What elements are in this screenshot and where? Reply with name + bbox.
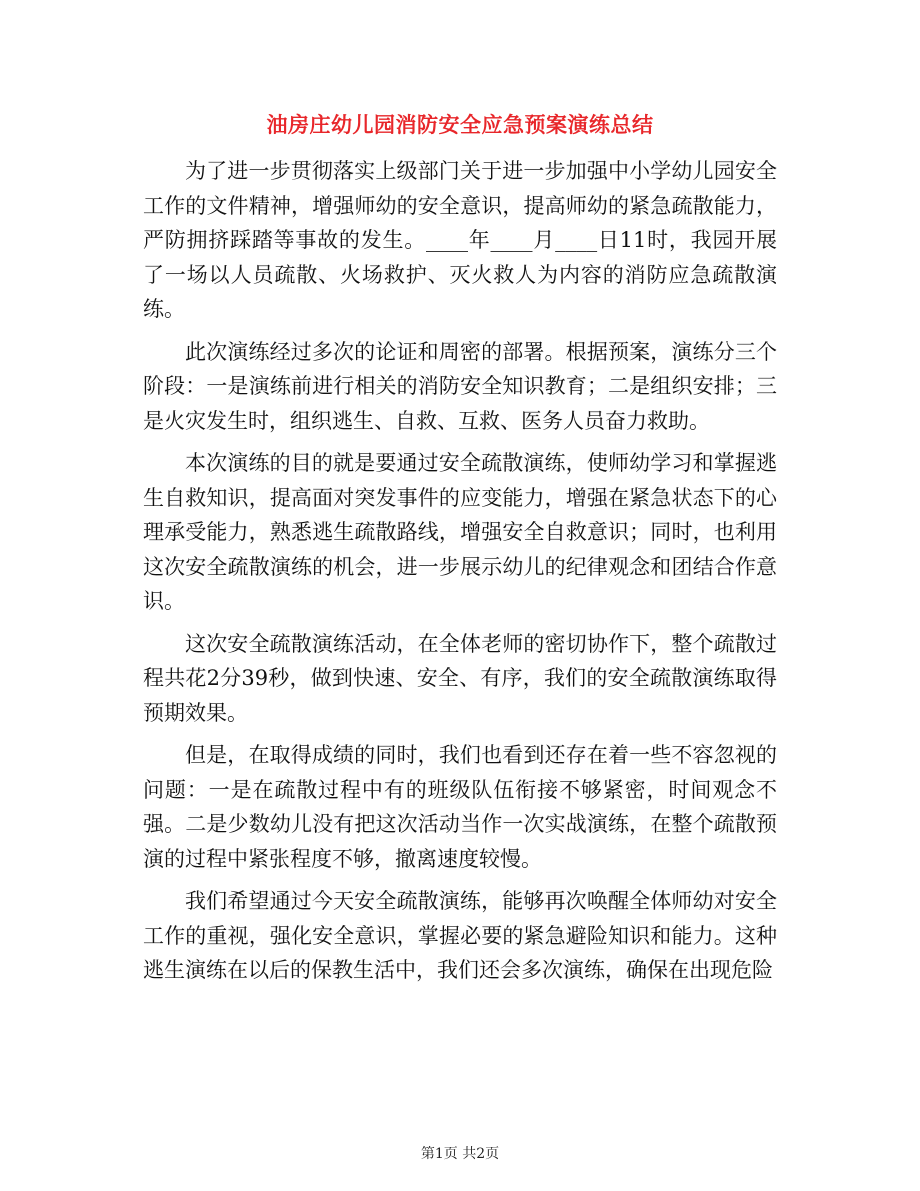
paragraph-4: 这次安全疏散演练活动，在全体老师的密切协作下，整个疏散过程共花2分39秒，做到快速、安全、有序，我们的安全疏散演练取得预期效果。 bbox=[143, 631, 777, 725]
paragraph-6: 我们希望通过今天安全疏散演练，能够再次唤醒全体师幼对安全工作的重视，强化安全意识，掌握必要的紧急避险知识和能力。这种逃生演练在以后的保教生活中，我们还会多次演练，确保在出现危险 bbox=[143, 889, 777, 982]
page-footer: 第1页 共2页 bbox=[420, 1146, 500, 1162]
paragraph-2: 此次演练经过多次的论证和周密的部署。根据预案，演练分三个阶段：一是演练前进行相关的消防安全知识教育；二是组织安排；三是火灾发生时，组织逃生、自救、互救、医务人员奋力救助。 bbox=[143, 339, 777, 433]
paragraph-1: 为了进一步贯彻落实上级部门关于进一步加强中小学幼儿园安全工作的文件精神，增强师幼的安全意识，提高师幼的紧急疏散能力，严防拥挤踩踏等事故的发生。____年____月____日11时，我园开展了一场以人员疏散、火场救护、灭火救人为内容的消防应急疏散演练。 bbox=[143, 159, 777, 321]
document-body bbox=[143, 154, 777, 988]
paragraph-5: 但是，在取得成绩的同时，我们也看到还存在着一些不容忽视的问题：一是在疏散过程中有的班级队伍衔接不够紧密，时间观念不强。二是少数幼儿没有把这次活动当作一次实战演练，在整个疏散预演的过程中紧张程度不够，撤离速度较慢。 bbox=[143, 743, 777, 871]
paragraph-3: 本次演练的目的就是要通过安全疏散演练，使师幼学习和掌握逃生自救知识，提高面对突发事件的应变能力，增强在紧急状态下的心理承受能力，熟悉逃生疏散路线，增强安全自救意识；同时，也利用这次安全疏散演练的机会，进一步展示幼儿的纪律观念和团结合作意识。 bbox=[143, 451, 777, 613]
document-title: 油房庄幼儿园消防安全应急预案演练总结 bbox=[266, 113, 654, 137]
